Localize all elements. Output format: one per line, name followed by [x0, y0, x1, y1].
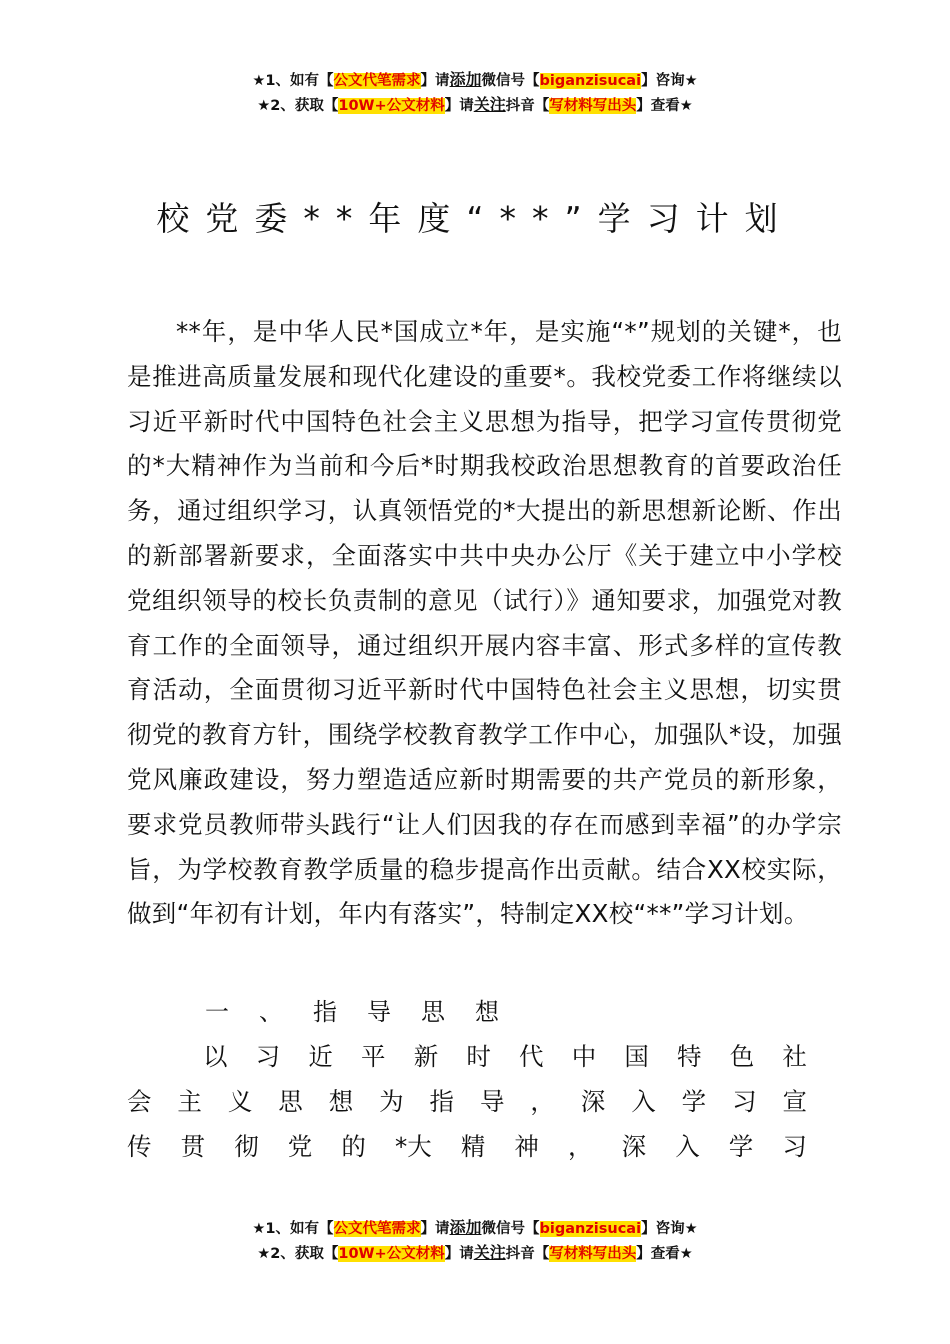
section-char: 贯	[180, 1132, 206, 1161]
banner-text: ★2、获取【	[257, 1246, 339, 1262]
section-line	[203, 1034, 807, 1079]
section-char: 入	[675, 1132, 700, 1161]
top-banner	[0, 68, 950, 118]
section-char: 精	[460, 1132, 486, 1161]
paragraph-intro: **年，是中华人民*国成立*年，是实施“*”规划的关键*，也是推进高质量发展和现代化建设的重要*。我校党委工作将继续以习近平新时代中国特色社会主义思想为指导，把学习宣传贯彻党的*大精神作为当前和今后*时期我校政治思想教育的首要政治任务，通过组织学习，认真领悟党的*大提出的新思想新论断、作出的新部署新要求，全面落实中共中央办公厅《关于建立中小学校党组织领导的校长负责制的意见（试行）》通知要求，加强党对教育工作的全面领导，通过组织开展内容丰富、形式多样的宣传教育活动，全面贯彻习近平新时代中国特色社会主义思想，切实贯彻党的教育方针，围绕学校教育教学工作中心，加强队*设，加强党风廉政建设，努力塑造适应新时期需要的共产党员的新形象，要求党员教师带头践行“让人们因我的存在而感到幸福”的办学宗旨，为学校教育教学质量的稳步提高作出贡献。结合XX校实际，做到“年初有计划，年内有落实”，特制定XX校“**”学习计划。	[127, 317, 842, 929]
banner-text: 】咨询★	[641, 1221, 698, 1237]
banner-text: 】查看★	[636, 98, 693, 114]
section-char: 指	[429, 1087, 455, 1116]
section-char: 导	[479, 1087, 505, 1116]
banner-text: 抖音【	[505, 1246, 550, 1262]
section-char: 学	[681, 1087, 707, 1116]
section-char: 的	[341, 1132, 366, 1161]
banner-line-1	[0, 1216, 950, 1241]
section-char: 深	[621, 1132, 647, 1161]
section-char: 色	[729, 1042, 755, 1071]
section-char: 习	[255, 1042, 281, 1071]
section-line	[127, 1124, 807, 1169]
banner-text: ★1、如有【	[252, 73, 334, 89]
section-char: 中	[571, 1042, 597, 1071]
section-char: 以	[203, 1042, 228, 1071]
banner-line-1	[0, 68, 950, 93]
banner-highlight: 10W+公文材料	[338, 1246, 445, 1262]
banner-highlight: 10W+公文材料	[338, 98, 445, 114]
banner-highlight: biganzisucai	[539, 73, 642, 89]
banner-underlined-text: 关注	[473, 1243, 506, 1262]
section-char: 习	[732, 1087, 757, 1116]
banner-highlight: 写材料写出头	[549, 1246, 637, 1262]
section-char: 会	[127, 1087, 152, 1116]
section-char: *大	[394, 1132, 432, 1161]
section-char: 神	[514, 1132, 539, 1161]
section-char: 深	[580, 1087, 606, 1116]
section-char: 特	[677, 1042, 702, 1071]
banner-text: 抖音【	[505, 98, 550, 114]
banner-highlight: biganzisucai	[539, 1221, 642, 1237]
section-line	[127, 1079, 807, 1124]
document-title: 校党委**年度“**”学习计划	[156, 199, 794, 238]
section-char: 党	[287, 1132, 313, 1161]
section-char: 学	[728, 1132, 754, 1161]
banner-text: 】请	[420, 1221, 450, 1237]
section-char: 入	[631, 1087, 656, 1116]
banner-text: 】查看★	[636, 1246, 693, 1262]
document-body	[127, 310, 842, 937]
section-char: 国	[624, 1042, 649, 1071]
section-char: 习	[782, 1132, 807, 1161]
section-body	[127, 1034, 827, 1169]
banner-highlight: 写材料写出头	[549, 98, 637, 114]
banner-text: 微信号【	[481, 73, 540, 89]
section-char: 义	[227, 1087, 253, 1116]
banner-text: 】咨询★	[641, 73, 698, 89]
section-char: 近	[308, 1042, 333, 1071]
section-char: 平	[361, 1042, 386, 1071]
section-char: ，	[568, 1132, 593, 1161]
banner-underlined-text: 添加	[449, 70, 482, 89]
banner-underlined-text: 关注	[473, 95, 506, 114]
banner-text: 】请	[444, 98, 474, 114]
section-char: 时	[466, 1042, 491, 1071]
banner-text: 】请	[444, 1246, 474, 1262]
section-char: 主	[177, 1087, 202, 1116]
banner-line-2	[0, 1241, 950, 1266]
section-char: 传	[127, 1132, 152, 1161]
banner-highlight: 公文代笔需求	[333, 1221, 421, 1237]
section-char: 思	[278, 1087, 303, 1116]
section-char: 为	[379, 1087, 404, 1116]
banner-line-2	[0, 93, 950, 118]
banner-underlined-text: 添加	[449, 1218, 482, 1237]
section-char: 社	[782, 1042, 807, 1071]
banner-text: 】请	[420, 73, 450, 89]
section-char: 代	[519, 1042, 544, 1071]
section-char: ，	[530, 1087, 555, 1116]
banner-highlight: 公文代笔需求	[333, 73, 421, 89]
section-char: 彻	[234, 1132, 259, 1161]
banner-text: 微信号【	[481, 1221, 540, 1237]
section-char: 宣	[782, 1087, 807, 1116]
section-heading: 一、指导思想	[205, 998, 529, 1026]
banner-text: ★2、获取【	[257, 98, 339, 114]
section-char: 新	[413, 1042, 439, 1071]
banner-text: ★1、如有【	[252, 1221, 334, 1237]
section-char: 想	[328, 1087, 354, 1116]
bottom-banner	[0, 1216, 950, 1266]
